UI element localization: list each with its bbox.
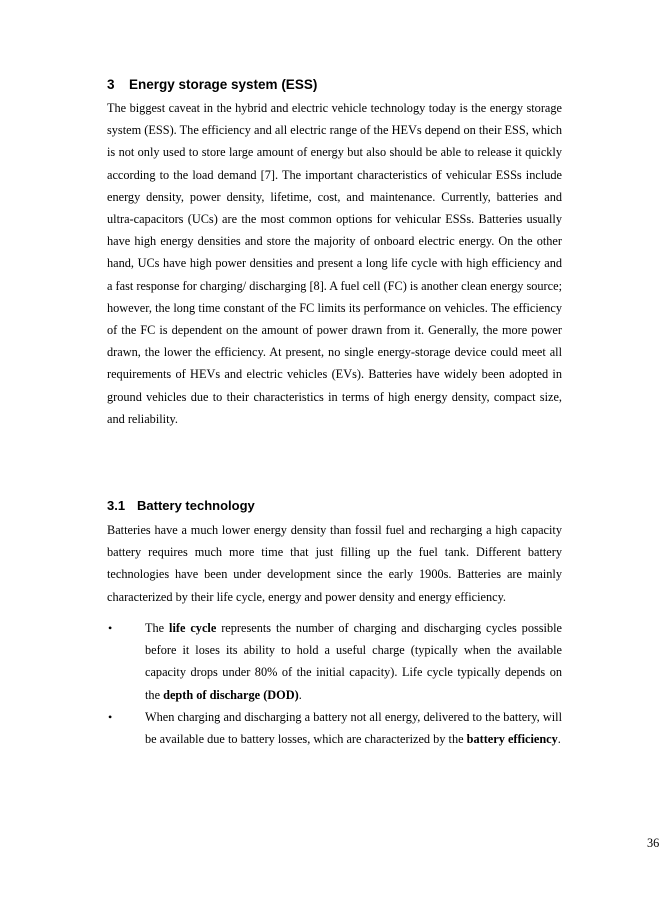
list-item (107, 706, 562, 750)
subsection-title: Battery technology (137, 498, 255, 513)
section-paragraph: The biggest caveat in the hybrid and electric vehicle technology today is the energy storage system (ESS). The efficiency and all electric range of the HEVs depend on their ESS, which is not only used to store large amount of energy but also should be able to release it quickly according to the load demand [7]. The important characteristics of vehicular ESSs include energy density, power density, lifetime, cost, and maintenance. Currently, batteries and ultra-capacitors (UCs) are the most common options for vehicular ESSs. Batteries usually have high energy densities and store the majority of onboard electric energy. On the other hand, UCs have high power densities and present a long life cycle with high efficiency and a fast response for charging/ discharging [8]. A fuel cell (FC) is another clean energy source; however, the long time constant of the FC limits its performance on vehicles. The efficiency of the FC is dependent on the amount of power drawn from it. Generally, the more power drawn, the lower the efficiency. At present, no single energy-storage device could meet all requirements of HEVs and electric vehicles (EVs). Batteries have widely been adopted in ground vehicles due to their characteristics in terms of high energy density, compact size, and reliability. (107, 101, 562, 426)
section-heading (107, 77, 317, 93)
page-number: 36 (647, 836, 659, 850)
list-item (107, 617, 562, 706)
subsection-number: 3.1 (107, 498, 126, 513)
section-title: Energy storage system (ESS) (129, 77, 318, 92)
section-number: 3 (107, 77, 115, 92)
subsection-paragraph: Batteries have a much lower energy density than fossil fuel and recharging a high capacity battery requires much more time that just filling up the fuel tank. Different battery technologies have been under development since the early 1900s. Batteries are mainly characterized by their life cycle, energy and power density and energy efficiency. (107, 523, 562, 604)
bullet-text: represents the number of charging and discharging cycles possible before it loses its ability to hold a useful charge (typically when the available capacity drops under 80% of the initial capacity). Life cycle typically depends on the (145, 621, 562, 702)
bullet-text: . (298, 687, 302, 702)
subsection-heading (107, 498, 255, 514)
bullet-bold-term: life cycle (169, 621, 217, 635)
bullet-bold-term: battery efficiency (466, 732, 558, 747)
bullet-text: The (145, 621, 170, 635)
bullet-icon: • (108, 709, 113, 724)
bullet-icon: • (108, 621, 113, 635)
bullet-text: . (557, 732, 561, 747)
bullet-list (107, 617, 562, 750)
bullet-text: When charging and discharging a battery not all energy, delivered to the battery, will be available due to battery losses, which are characterized by the (145, 709, 562, 747)
bullet-bold-term: depth of discharge (DOD) (163, 687, 299, 702)
